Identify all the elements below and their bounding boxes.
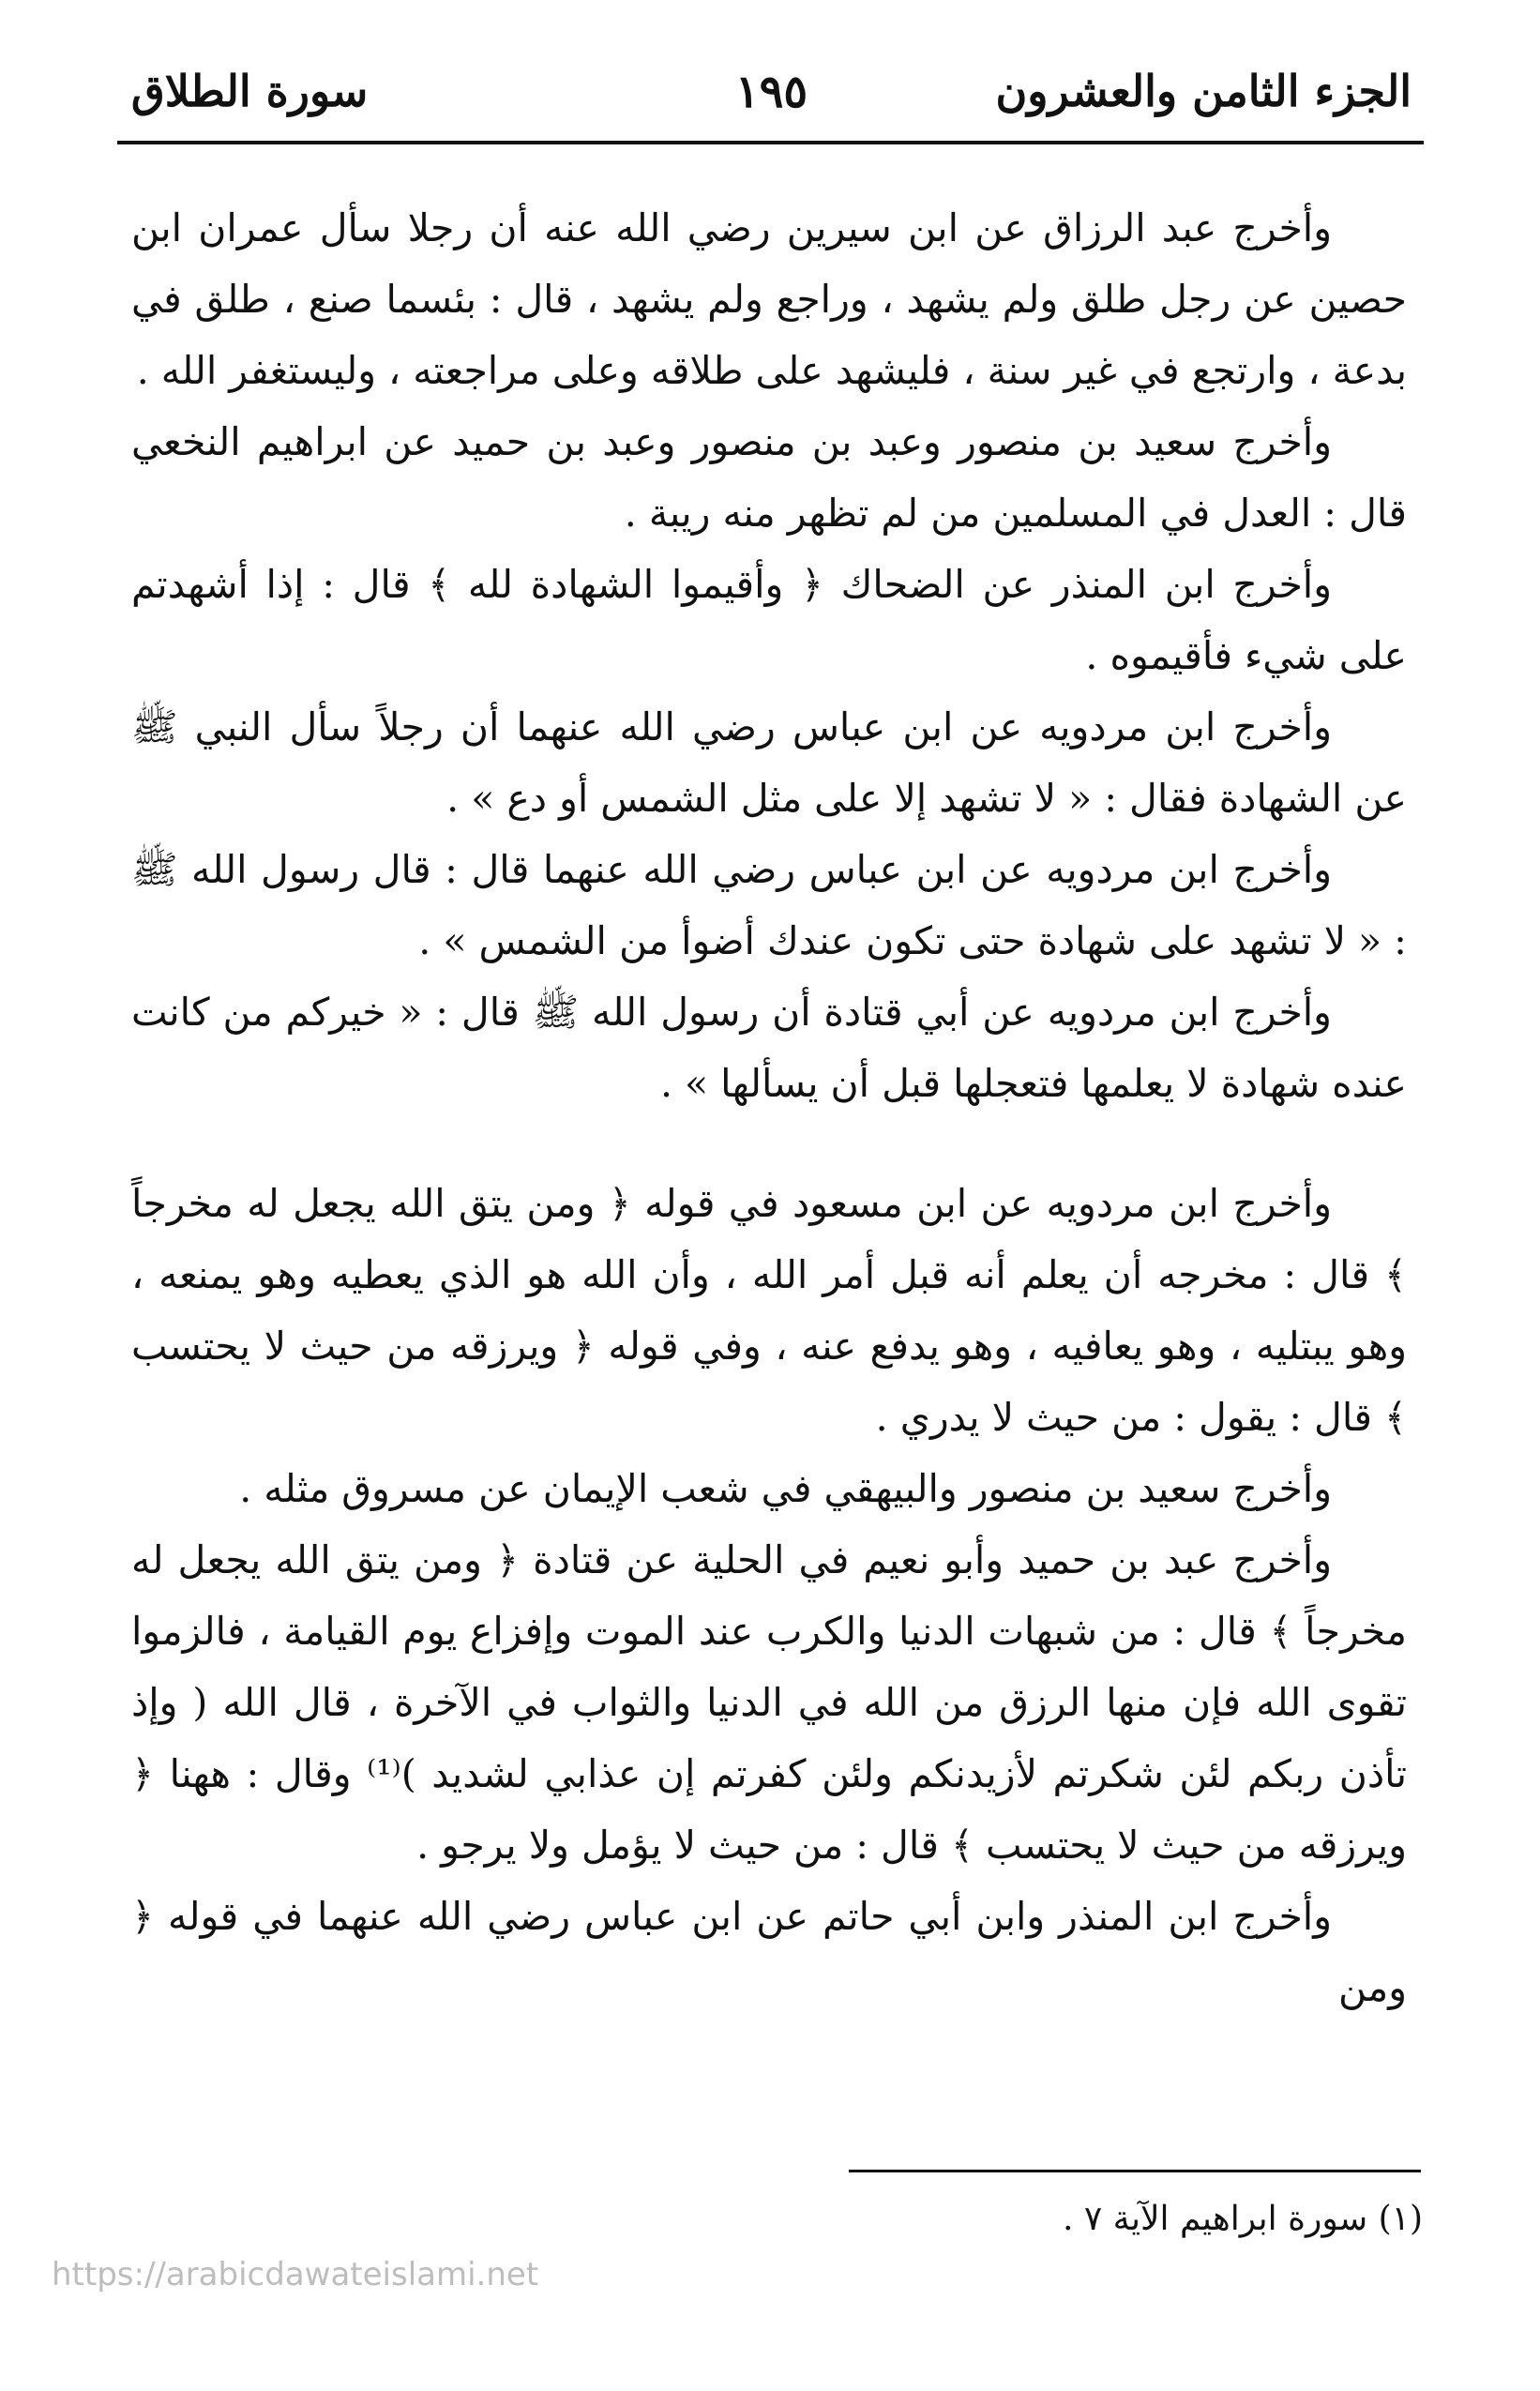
page-header — [122, 56, 1421, 131]
paragraph: وأخرج عبد الرزاق عن ابن سيرين رضي الله عنه أن رجلا سأل عمران ابن حصين عن رجل طلق ولم يشهد ، وراجع ولم يشهد ، قال : بئسما صنع ، طلق في بدعة ، وارتجع في غير سنة ، فليشهد على طلاقه وعلى مراجعته ، وليستغفر الله . — [131, 205, 1407, 393]
paragraph: وأخرج سعيد بن منصور وعبد بن منصور وعبد بن حميد عن ابراهيم النخعي قال : العدل في المسلمين من لم تظهر منه ريبة . — [131, 419, 1407, 536]
paragraph: وأخرج ابن المنذر عن الضحاك ﴿ وأقيموا الشهادة لله ﴾ قال : إذا أشهدتم على شيء فأقيموه . — [131, 562, 1407, 678]
main-text — [131, 192, 1407, 2023]
footnote: (١) سورة ابراهيم الآية ٧ . — [1063, 2200, 1423, 2238]
paragraph: وأخرج ابن مردويه عن ابن عباس رضي الله عنهما قال : قال رسول الله ﷺ : « لا تشهد على شهادة حتى تكون عندك أضوأ من الشمس » . — [131, 847, 1407, 963]
paragraph: وأخرج ابن مردويه عن أبي قتادة أن رسول الله ﷺ قال : « خيركم من كانت عنده شهادة لا يعلمها فتعجلها قبل أن يسألها » . — [131, 990, 1407, 1106]
page-number: ١٩٥ — [734, 66, 808, 118]
paragraph: وأخرج عبد بن حميد وأبو نعيم في الحلية عن قتادة ﴿ ومن يتق الله يجعل له مخرجاً ﴾ قال : من شبهات الدنيا والكرب عند الموت وإفزاع يوم القيامة ، فالزموا تقوى الله فإن منها الرزق من الله في الدنيا والثواب في الآخرة ، قال الله ( وإذ تأذن ربكم لئن شكرتم لأزيدنكم ولئن كفرتم إن عذابي لشديد )⁽¹⁾ وقال : ههنا ﴿ ويرزقه من حيث لا يحتسب ﴾ قال : من حيث لا يؤمل ولا يرجو . — [131, 1537, 1407, 1868]
part-title: الجزء الثامن والعشرون — [995, 66, 1412, 116]
section-gap — [131, 1119, 1407, 1168]
footnote-divider — [849, 2170, 1421, 2172]
paragraph: وأخرج ابن مردويه عن ابن عباس رضي الله عنهما أن رجلاً سأل النبي ﷺ عن الشهادة فقال : « لا تشهد إلا على مثل الشمس أو دع » . — [131, 704, 1407, 821]
paragraph: وأخرج ابن مردويه عن ابن مسعود في قوله ﴿ ومن يتق الله يجعل له مخرجاً ﴾ قال : مخرجه أن يعلم أنه قبل أمر الله ، وأن الله هو الذي يعطيه وهو يمنعه ، وهو يبتليه ، وهو يعافيه ، وهو يدفع عنه ، وفي قوله ﴿ ويرزقه من حيث لا يحتسب ﴾ قال : يقول : من حيث لا يدري . — [131, 1181, 1407, 1440]
paragraph: وأخرج سعيد بن منصور والبيهقي في شعب الإيمان عن مسروق مثله . — [239, 1466, 1332, 1511]
paragraph: وأخرج ابن المنذر وابن أبي حاتم عن ابن عباس رضي الله عنهما في قوله ﴿ ومن — [131, 1894, 1407, 2010]
surah-title: سورة الطلاق — [131, 66, 369, 116]
header-divider — [117, 141, 1424, 144]
watermark-url: https://arabicdawateislami.net — [52, 2256, 539, 2293]
